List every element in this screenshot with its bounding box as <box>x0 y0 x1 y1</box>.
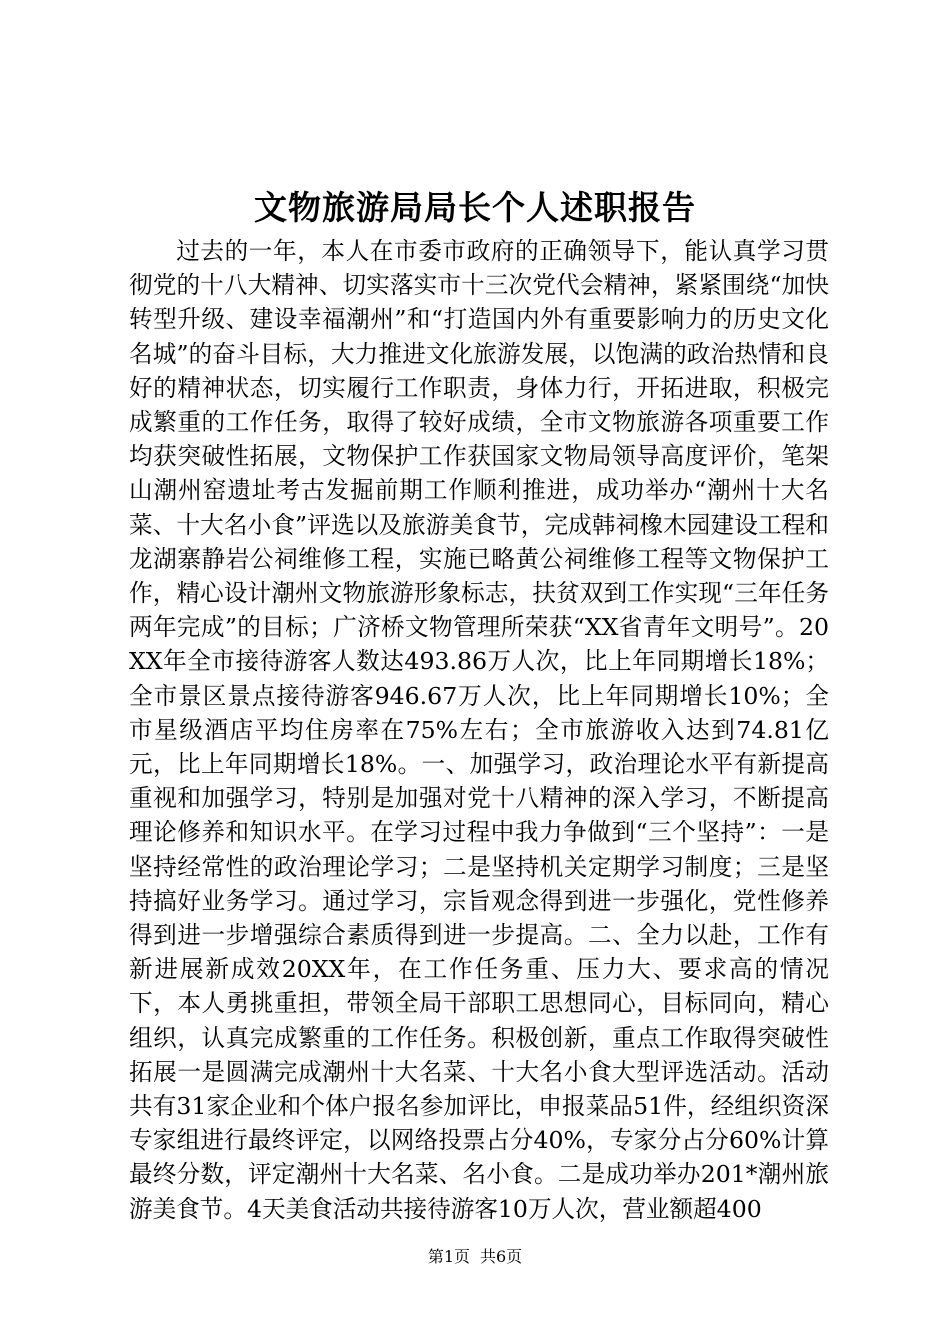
page-footer <box>0 1246 950 1268</box>
document-title: 文物旅游局局长个人述职报告 <box>254 188 696 227</box>
page-total: 共6页 <box>480 1247 523 1266</box>
document-body: 过去的一年，本人在市委市政府的正确领导下，能认真学习贯彻党的十八大精神、切实落实市十三次党代会精神，紧紧围绕“加快转型升级、建设幸福潮州”和“打造国内外有重要影响力的历史文化名城”的奋斗目标，大力推进文化旅游发展，以饱满的政治热情和良好的精神状态，切实履行工作职责，身体力行，开拓进取，积极完成繁重的工作任务，取得了较好成绩，全市文物旅游各项重要工作均获突破性拓展，文物保护工作获国家文物局领导高度评价，笔架山潮州窑遗址考古发掘前期工作顺利推进，成功举办“潮州十大名菜、十大名小食”评选以及旅游美食节，完成韩祠橡木园建设工程和龙湖寨静岩公祠维修工程，实施已略黄公祠维修工程等文物保护工作，精心设计潮州文物旅游形象标志，扶贫双到工作实现“三年任务两年完成”的目标；广济桥文物管理所荣获“XX省青年文明号”。20XX年全市接待游客人数达493.86万人次，比上年同期增长18%；全市景区景点接待游客946.67万人次，比上年同期增长10%；全市星级酒店平均住房率在75%左右；全市旅游收入达到74.81亿元，比上年同期增长18%。一、加强学习，政治理论水平有新提高重视和加强学习，特别是加强对党十八精神的深入学习，不断提高理论修养和知识水平。在学习过程中我力争做到“三个坚持”：一是坚持经常性的政治理论学习；二是坚持机关定期学习制度；三是坚持搞好业务学习。通过学习，宗旨观念得到进一步强化，党性修养得到进一步增强综合素质得到进一步提高。二、全力以赴，工作有新进展新成效20XX年，在工作任务重、压力大、要求高的情况下，本人勇挑重担，带领全局干部职工思想同心，目标同向，精心组织，认真完成繁重的工作任务。积极创新，重点工作取得突破性拓展一是圆满完成潮州十大名菜、十大名小食大型评选活动。活动共有31家企业和个体户报名参加评比，申报菜品51件，经组织资深专家组进行最终评定，以网络投票占分40%，专家分占分60%计算最终分数，评定潮州十大名菜、名小食。二是成功举办201*潮州旅游美食节。4天美食活动共接待游客10万人次，营业额超400 <box>129 237 829 1223</box>
page-number: 第1页 <box>427 1247 470 1266</box>
